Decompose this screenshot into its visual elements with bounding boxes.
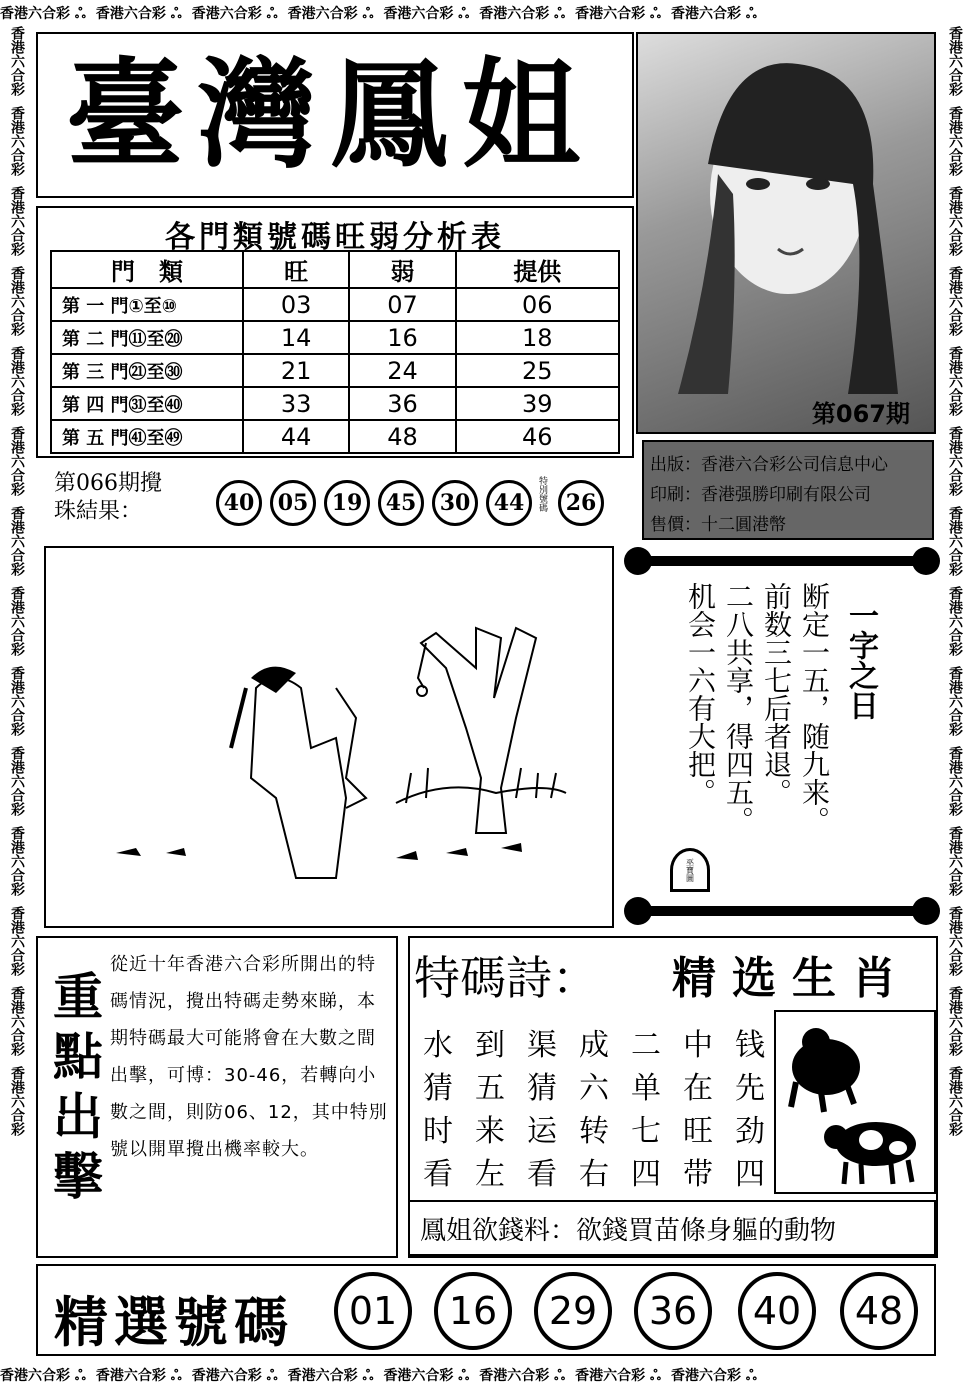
border-text: 香港六合彩 ஃ xyxy=(95,5,182,22)
results-label-line2: 珠結果： xyxy=(54,499,143,524)
selected-number: 16 xyxy=(434,1272,512,1350)
special-ball: 26 xyxy=(558,480,604,526)
border-text: 香港六合彩 xyxy=(947,586,963,656)
poem-char: 看 xyxy=(423,1156,453,1192)
border-text: 香港六合彩 xyxy=(9,826,25,896)
publisher-info xyxy=(642,440,934,540)
result-ball: 30 xyxy=(432,480,478,526)
printer-line: 印刷：香港强勝印刷有限公司 xyxy=(650,485,871,505)
border-text: 香港六合彩 xyxy=(9,906,25,976)
poem-char: 二 xyxy=(631,1027,661,1063)
border-text: 香港六合彩 ஃ xyxy=(0,5,86,22)
group-cell: 第 五 門㊶至㊾ xyxy=(51,420,243,453)
border-text: 香港六合彩 xyxy=(947,186,963,256)
focus-text: 從近十年香港六合彩所開出的特碼情況，攪出特碼走勢來睇，本期特碼最大可能將會在大數之間出擊，可博：30-46，若轉向小數之間，則防06、12，其中特別號以開單攪出機率較大。 xyxy=(110,954,388,1160)
border-text: 香港六合彩 ஃ xyxy=(383,5,470,22)
issue-number: 第067期 xyxy=(811,400,910,428)
scroll-knob xyxy=(912,547,940,575)
border-text: 香港六合彩 ஃ xyxy=(191,1367,278,1384)
table-row xyxy=(51,321,619,354)
poem-char: 来 xyxy=(475,1113,505,1149)
analysis-box xyxy=(36,206,634,458)
provide-cell: 39 xyxy=(456,387,619,420)
header-group: 門 類 xyxy=(51,251,243,288)
table-row xyxy=(51,387,619,420)
provide-cell: 25 xyxy=(456,354,619,387)
border-text: 香港六合彩 ஃ xyxy=(671,1367,757,1384)
title-box xyxy=(36,32,634,198)
border-text: 香港六合彩 xyxy=(9,426,25,496)
border-text: 香港六合彩 ஃ xyxy=(287,1367,374,1384)
result-ball: 05 xyxy=(270,480,316,526)
selected-numbers-label: 精選號碼 xyxy=(54,1291,294,1354)
poem-char: 中 xyxy=(683,1027,713,1063)
group-cell: 第 四 門㉛至㊵ xyxy=(51,387,243,420)
poem-char: 渠 xyxy=(527,1027,557,1063)
publisher-line: 出版：香港六合彩公司信息中心 xyxy=(650,455,888,475)
poem-char: 七 xyxy=(631,1113,661,1149)
selected-number: 01 xyxy=(334,1272,412,1350)
poem-char: 水 xyxy=(423,1027,453,1063)
poem-char: 五 xyxy=(475,1070,505,1106)
poem-char: 成 xyxy=(579,1027,609,1063)
border-text: 香港六合彩 xyxy=(947,506,963,576)
poem-char: 猜 xyxy=(527,1070,557,1106)
border-text: 香港六合彩 xyxy=(9,746,25,816)
riddle-bar xyxy=(408,1200,936,1256)
weak-cell: 48 xyxy=(349,420,455,453)
poem-grid xyxy=(412,1020,776,1192)
poem-char: 时 xyxy=(423,1113,453,1149)
result-ball: 40 xyxy=(216,480,262,526)
border-text: 香港六合彩 xyxy=(9,186,25,256)
border-text: 香港六合彩 ஃ xyxy=(95,1367,182,1384)
analysis-title: 各門類號碼旺弱分析表 xyxy=(165,220,505,255)
results-label xyxy=(54,470,162,526)
header-strong: 旺 xyxy=(243,251,349,288)
provide-cell: 18 xyxy=(456,321,619,354)
table-row xyxy=(51,354,619,387)
scroll-knob xyxy=(624,897,652,925)
selected-number: 40 xyxy=(738,1272,816,1350)
weak-cell: 36 xyxy=(349,387,455,420)
poem-char: 四 xyxy=(631,1156,661,1192)
selected-numbers-box xyxy=(36,1264,936,1356)
border-text: 香港六合彩 ஃ xyxy=(479,1367,566,1384)
special-number-label: 特別號碼 xyxy=(537,476,547,512)
publisher-stamp: 巫寶圖 xyxy=(670,848,710,892)
page-title: 臺灣鳳姐 xyxy=(66,45,595,184)
strong-cell: 33 xyxy=(243,387,349,420)
strong-cell: 44 xyxy=(243,420,349,453)
border-text: 香港六合彩 ஃ xyxy=(575,5,662,22)
selected-number: 48 xyxy=(840,1272,918,1350)
border-text: 香港六合彩 xyxy=(947,986,963,1056)
border-text: 香港六合彩 xyxy=(9,506,25,576)
scroll-knob xyxy=(912,897,940,925)
results-label-line1: 第066期攪 xyxy=(54,471,162,496)
zodiac-box xyxy=(774,1010,936,1194)
border-text: 香港六合彩 xyxy=(947,746,963,816)
border-text: 香港六合彩 ஃ xyxy=(575,1367,662,1384)
poem-char: 钱 xyxy=(735,1027,765,1063)
provide-cell: 06 xyxy=(456,288,619,321)
provide-cell: 46 xyxy=(456,420,619,453)
result-ball: 45 xyxy=(378,480,424,526)
poem-char: 猜 xyxy=(423,1070,453,1106)
border-text: 香港六合彩 xyxy=(947,266,963,336)
monkey-ox-illustration xyxy=(776,1012,934,1192)
weak-cell: 16 xyxy=(349,321,455,354)
riddle-line: 二八共享，得四五。 xyxy=(722,582,755,834)
illustration-box xyxy=(44,546,614,928)
border-text: 香港六合彩 xyxy=(947,826,963,896)
poem-char: 左 xyxy=(475,1156,505,1192)
poem-subtitle: 精选生肖 xyxy=(672,953,912,1004)
poem-char: 运 xyxy=(527,1113,557,1149)
border-text: 香港六合彩 xyxy=(9,666,25,736)
poem-char: 转 xyxy=(579,1113,609,1149)
border-text: 香港六合彩 xyxy=(9,106,25,176)
border-text: 香港六合彩 xyxy=(9,1066,25,1136)
border-text: 香港六合彩 ஃ xyxy=(671,5,757,22)
analysis-header-row xyxy=(51,251,619,288)
riddle-line: 断定一五，随九来。 xyxy=(798,582,831,834)
weak-cell: 07 xyxy=(349,288,455,321)
border-text: 香港六合彩 xyxy=(947,666,963,736)
border-text: 香港六合彩 xyxy=(9,26,25,96)
border-text: 香港六合彩 xyxy=(947,26,963,96)
table-row xyxy=(51,420,619,453)
bottom-border-strip xyxy=(0,1362,972,1388)
result-ball: 44 xyxy=(486,480,532,526)
border-text: 香港六合彩 xyxy=(947,426,963,496)
left-border-strip xyxy=(2,26,32,1362)
focus-side-title: 重點出擊 xyxy=(45,970,104,1210)
poem-char: 带 xyxy=(683,1156,713,1192)
border-text: 香港六合彩 xyxy=(9,986,25,1056)
poem-char: 看 xyxy=(527,1156,557,1192)
strong-cell: 14 xyxy=(243,321,349,354)
riddle-bar-text: 欲錢買苗條身軀的動物 xyxy=(576,1215,837,1246)
poem-char: 旺 xyxy=(683,1113,713,1149)
right-border-strip xyxy=(940,26,970,1362)
selected-number: 36 xyxy=(634,1272,712,1350)
poem-char: 六 xyxy=(579,1070,609,1106)
scroll-knob xyxy=(624,547,652,575)
group-cell: 第 一 門①至⑩ xyxy=(51,288,243,321)
riddle-bar-label: 鳳姐欲錢料： xyxy=(420,1215,577,1246)
poem-char: 到 xyxy=(475,1027,505,1063)
scroll-bottom-rod xyxy=(628,906,936,916)
border-text: 香港六合彩 xyxy=(947,346,963,416)
portrait-photo xyxy=(636,32,936,434)
border-text: 香港六合彩 ஃ xyxy=(191,5,278,22)
riddle-line: 机会一六有大把。 xyxy=(684,582,717,806)
price-line: 售價：十二圓港幣 xyxy=(650,515,786,535)
poem-char: 劲 xyxy=(735,1113,765,1149)
header-provide: 提供 xyxy=(456,251,619,288)
riddle-line: 前数三七后者退。 xyxy=(760,582,793,806)
analysis-table xyxy=(50,250,620,454)
strong-cell: 21 xyxy=(243,354,349,387)
poem-char: 四 xyxy=(735,1156,765,1192)
border-text: 香港六合彩 ஃ xyxy=(479,5,566,22)
border-text: 香港六合彩 xyxy=(9,586,25,656)
group-cell: 第 三 門㉑至㉚ xyxy=(51,354,243,387)
poem-char: 在 xyxy=(683,1070,713,1106)
scholar-illustration xyxy=(46,548,612,926)
poem-char: 先 xyxy=(735,1070,765,1106)
group-cell: 第 二 門⑪至⑳ xyxy=(51,321,243,354)
selected-number: 29 xyxy=(534,1272,612,1350)
weak-cell: 24 xyxy=(349,354,455,387)
top-border-strip xyxy=(0,0,972,26)
header-weak: 弱 xyxy=(349,251,455,288)
poem-char: 右 xyxy=(579,1156,609,1192)
scroll-top-rod xyxy=(628,556,936,566)
border-text: 香港六合彩 xyxy=(947,1066,963,1136)
poem-char: 单 xyxy=(631,1070,661,1106)
border-text: 香港六合彩 xyxy=(947,906,963,976)
border-text: 香港六合彩 ஃ xyxy=(0,1367,86,1384)
table-row xyxy=(51,288,619,321)
poem-label: 特碼詩： xyxy=(414,951,598,1005)
portrait-illustration xyxy=(638,34,934,394)
result-ball: 19 xyxy=(324,480,370,526)
focus-box xyxy=(36,936,398,1258)
border-text: 香港六合彩 xyxy=(947,106,963,176)
border-text: 香港六合彩 xyxy=(9,266,25,336)
border-text: 香港六合彩 ஃ xyxy=(383,1367,470,1384)
border-text: 香港六合彩 xyxy=(9,346,25,416)
riddle-title: 一字之日 xyxy=(843,600,878,720)
strong-cell: 03 xyxy=(243,288,349,321)
border-text: 香港六合彩 ஃ xyxy=(287,5,374,22)
